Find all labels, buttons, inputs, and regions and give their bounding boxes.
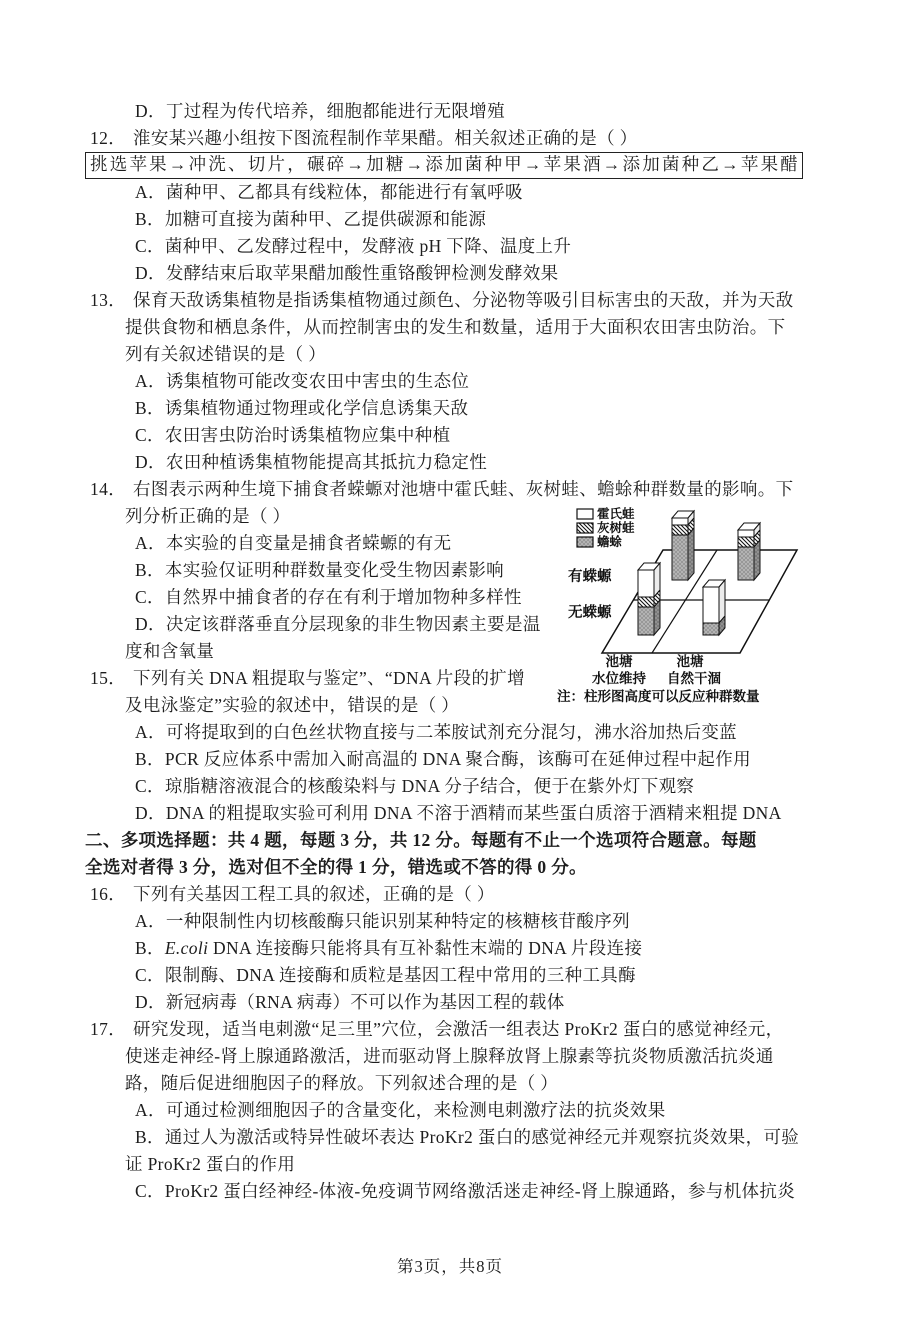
q16-option-b: B．E.coli DNA 连接酶只能将具有互补黏性末端的 DNA 片段连接 (135, 938, 643, 958)
q12-flowchart-row (90, 152, 815, 179)
legend-label-3: 蟾蜍 (597, 535, 623, 549)
q15-option-c: C．琼脂糖溶液混合的核酸染料与 DNA 分子结合，便于在紫外灯下观察 (135, 776, 695, 796)
figure-col1-sublabel: 水位维持 (592, 671, 646, 686)
q15-stem-line1: 15． 下列有关 DNA 粗提取与鉴定”、“DNA 片段的扩增 (90, 665, 815, 692)
q13-option-c: C．农田害虫防治时诱集植物应集中种植 (135, 425, 451, 445)
bar-segment-霍氏蛙 (703, 587, 719, 623)
q17-option-b-cont: 证 ProKr2 蛋白的作用 (125, 1154, 296, 1174)
q15-option-b: B．PCR 反应体系中需加入耐高温的 DNA 聚合酶，该酶可在延伸过程中起作用 (135, 749, 751, 769)
q13-stem-line1: 13． 保育天敌诱集植物是指诱集植物通过颜色、分泌物等吸引目标害虫的天敌，并为天敌 (90, 287, 815, 314)
legend-label-2: 灰树蛙 (597, 521, 635, 535)
figure-col1-label: 池塘 (605, 654, 633, 669)
q17-option-c: C．ProKr2 蛋白经神经-体液-免疫调节网络激活迷走神经-肾上腺通路，参与机体抗炎 (135, 1181, 796, 1201)
bar-segment-蟾蜍 (703, 623, 719, 635)
ecoli-italic: E.coli (164, 938, 209, 958)
figure-legend (577, 506, 635, 549)
figure-plane (602, 550, 797, 653)
q14-number: 14． (90, 479, 127, 499)
q14-option-c: C．自然界中捕食者的存在有利于增加物种多样性 (135, 587, 522, 607)
q16-option-a: A．一种限制性内切核酸酶只能识别某种特定的核糖核苷酸序列 (135, 911, 630, 931)
page-footer: 第3页，共8页 (397, 1257, 503, 1276)
bar-segment-蟾蜍 (638, 607, 654, 635)
q13-stem-line2: 提供食物和栖息条件，从而控制害虫的发生和数量，适用于大面积农田害虫防治。下 (125, 317, 786, 337)
q16-option-d: D．新冠病毒（RNA 病毒）不可以作为基因工程的载体 (135, 992, 565, 1012)
bar-segment-side-蟾蜍 (654, 600, 660, 635)
q14-figure (557, 505, 815, 710)
q17-stem-line2: 使迷走神经-肾上腺通路激活，进而驱动肾上腺释放肾上腺素等抗炎物质激活抗炎通 (125, 1046, 774, 1066)
legend-swatch-white (577, 509, 593, 519)
q14-option-b: B．本实验仅证明种群数量变化受生物因素影响 (135, 560, 505, 580)
q17-stem-line1: 17． 研究发现，适当电刺激“足三里”穴位，会激活一组表达 ProKr2 蛋白的感觉神经元， (90, 1016, 815, 1043)
q15-number: 15． (90, 668, 127, 688)
figure-col2-sublabel: 自然干涸 (667, 671, 721, 686)
q14-stem-line2: 列分析正确的是（ ） (125, 506, 291, 526)
q13-option-d: D．农田种植诱集植物能提高其抵抗力稳定性 (135, 452, 488, 472)
q13-stem-line3: 列有关叙述错误的是（ ） (125, 344, 327, 364)
q17-option-b: B．通过人为激活或特异性破坏表达 ProKr2 蛋白的感觉神经元并观察抗炎效果，可验 (135, 1127, 800, 1147)
legend-swatch-hatch (577, 523, 593, 533)
bar-segment-灰树蛙 (638, 597, 654, 607)
q11-option-d: D．丁过程为传代培养，细胞都能进行无限增殖 (135, 101, 505, 121)
bar-segment-蟾蜍 (738, 547, 754, 580)
q16-option-c: C．限制酶、DNA 连接酶和质粒是基因工程中常用的三种工具酶 (135, 965, 636, 985)
q13-number: 13． (90, 290, 127, 310)
figure-note: 注：柱形图高度可以反应种群数量 (557, 689, 760, 704)
q12-flowchart-box: 挑选苹果→冲洗、切片，碾碎→加糖→添加菌种甲→苹果酒→添加菌种乙→苹果醋 (85, 152, 803, 179)
figure-row-label-without-newt: 无蝾螈 (568, 605, 612, 621)
legend-swatch-dots (577, 537, 593, 547)
q13-option-b: B．诱集植物通过物理或化学信息诱集天敌 (135, 398, 469, 418)
bar-segment-霍氏蛙 (638, 570, 654, 597)
bar-segment-霍氏蛙 (672, 518, 688, 525)
q14-option-d: D．决定该群落垂直分层现象的非生物因素主要是温 (135, 614, 541, 634)
bar-segment-蟾蜍 (672, 535, 688, 580)
q14-option-a: A．本实验的自变量是捕食者蝾螈的有无 (135, 533, 452, 553)
q13-option-a: A．诱集植物可能改变农田中害虫的生态位 (135, 371, 470, 391)
q12-option-d: D．发酵结束后取苹果醋加酸性重铬酸钾检测发酵效果 (135, 263, 559, 283)
section2-header-line2: 全选对者得 3 分，选对但不全的得 1 分，错选或不答的得 0 分。 (85, 857, 587, 877)
q12-option-b: B．加糖可直接为菌种甲、乙提供碳源和能源 (135, 209, 487, 229)
q12-option-c: C．菌种甲、乙发酵过程中，发酵液 pH 下降、温度上升 (135, 236, 572, 256)
q15-option-d: D．DNA 的粗提取实验可利用 DNA 不溶于酒精而某些蛋白质溶于酒精来粗提 DNA (135, 803, 782, 823)
q14-option-d-cont: 度和含氧量 (125, 641, 215, 661)
q12-number: 12． (90, 128, 127, 148)
bar-segment-side-蟾蜍 (754, 540, 760, 580)
bar-segment-side-蟾蜍 (688, 528, 694, 580)
section2-header-line1: 二、多项选择题：共 4 题，每题 3 分，共 12 分。每题有不止一个选项符合题意。每题 (85, 830, 757, 850)
q17-stem-line3: 路，随后促进细胞因子的释放。下列叙述合理的是（ ） (125, 1073, 559, 1093)
q14-stem-line1: 14． 右图表示两种生境下捕食者蝾螈对池塘中霍氏蛙、灰树蛙、蟾蜍种群数量的影响。下 (90, 476, 815, 503)
q17-number: 17． (90, 1019, 127, 1039)
q12-option-a: A．菌种甲、乙都具有线粒体，都能进行有氧呼吸 (135, 182, 523, 202)
bar-segment-霍氏蛙 (738, 530, 754, 537)
q15-stem-line2: 及电泳鉴定”实验的叙述中，错误的是（ ） (125, 695, 460, 715)
bar-segment-灰树蛙 (738, 537, 754, 547)
bar-segment-灰树蛙 (672, 525, 688, 535)
figure-row-label-with-newt: 有蝾螈 (568, 569, 612, 585)
q15-option-a: A．可将提取到的白色丝状物直接与二苯胺试剂充分混匀，沸水浴加热后变蓝 (135, 722, 738, 742)
figure-col2-label: 池塘 (676, 654, 704, 669)
legend-label-1: 霍氏蛙 (597, 507, 635, 521)
q16-number: 16． (90, 884, 127, 904)
q16-stem: 16． 下列有关基因工程工具的叙述，正确的是（ ） (90, 881, 815, 908)
q12-stem: 12． 淮安某兴趣小组按下图流程制作苹果醋。相关叙述正确的是（ ） (90, 125, 815, 152)
q17-option-a: A．可通过检测细胞因子的含量变化，来检测电刺激疗法的抗炎效果 (135, 1100, 666, 1120)
